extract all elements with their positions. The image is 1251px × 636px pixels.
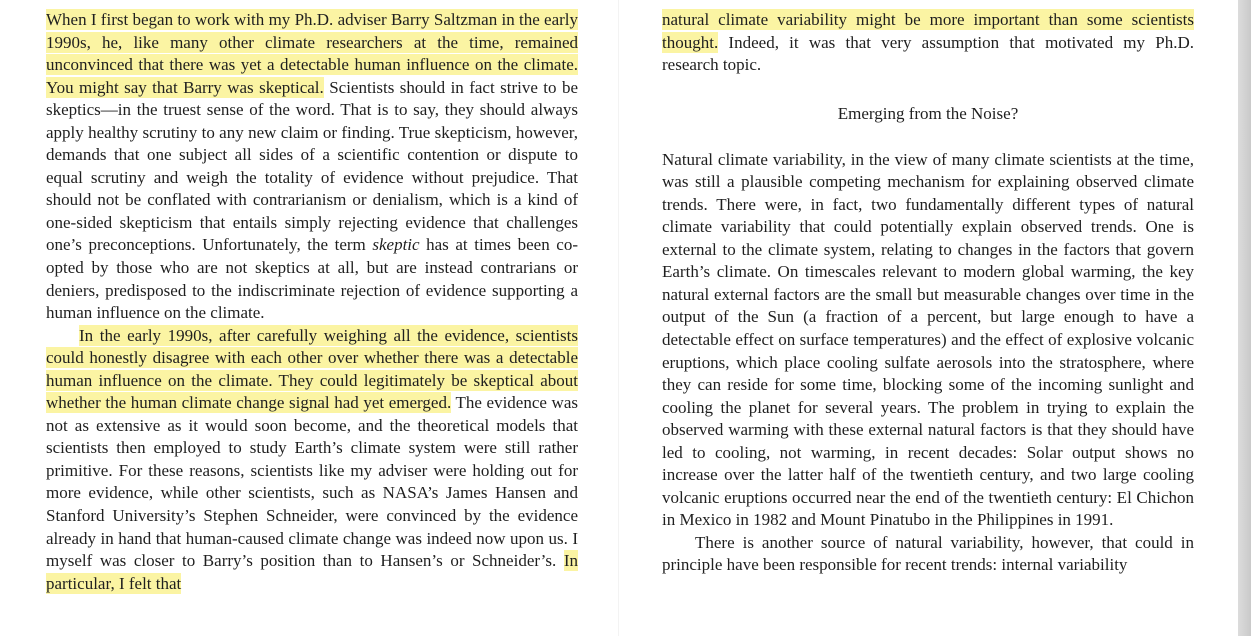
right-page	[662, 9, 1194, 577]
left-paragraph-1	[46, 9, 578, 325]
body-text: Indeed, it was that very assumption that motivated my Ph.D. research topic.	[662, 32, 1194, 75]
highlight[interactable]: When I first began to work with my Ph.D. adviser Barry Saltzman in the early 1990s, he, like many other climate researchers at the time, remained unconvinced that there was yet a detectable human influence on the climate. You might say that Barry was skeptical.	[46, 10, 578, 97]
section-heading: Emerging from the Noise?	[837, 103, 1019, 123]
body-text: has at times been co-opted by those who are not skeptics at all, but are instead contrarians or deniers, predisposed to the indiscriminate rejection of evidence supporting a human influence on the climate.	[46, 235, 578, 323]
page-gutter	[618, 0, 619, 636]
left-paragraph-2	[46, 325, 578, 596]
italic-term: skeptic	[372, 235, 420, 255]
window-edge	[1238, 0, 1251, 636]
right-paragraph-1	[662, 9, 1194, 77]
body-text: Scientists should in fact strive to be skeptics—in the truest sense of the word. That is to say, they should always apply healthy scrutiny to any new claim or finding. True skepticism, however, demands that one subject all sides of a scientific contention or dispute to equal scrutiny and weigh the totality of evidence without prejudice. That should not be conflated with contrarianism or denialism, which is a kind of one-sided skepticism that entails simply rejecting evidence that challenges one’s preconceptions. Unfortunately, the term	[46, 77, 578, 255]
highlight[interactable]: In the early 1990s, after carefully weighing all the evidence, scientists could honestly disagree with each other over whether there was a detectable human influence on the climate. They could legitimately be skeptical about whether the human climate change signal had yet emerged.	[46, 325, 578, 413]
right-paragraph-3: There is another source of natural variability, however, that could in principle have been responsible for recent trends: internal variability	[662, 532, 1194, 575]
highlight[interactable]: natural climate variability might be more important than some scientists thought.	[662, 10, 1194, 52]
right-paragraph-2: Natural climate variability, in the view of many climate scientists at the time, was still a plausible competing mechanism for explaining observed climate trends. There were, in fact, two fundamentally different types of natural climate variability that could potentially explain observed trends. One is external to the climate system, relating to changes in the factors that govern Earth’s climate. On timescales relevant to modern global warming, the key natural external factors are the small but measurable changes over time in the output of the Sun (a fraction of a percent, but large enough to have a detectable effect on surface temperatures) and the effect of explosive volcanic eruptions, which place cooling sulfate aerosols into the stratosphere, where they can reside for some time, blocking some of the incoming sunlight and cooling the planet for several years. The problem in trying to explain the observed warming with these external natural factors is that they should have led to cooling, not warming, in recent decades: Solar output shows no increase over the latter half of the twentieth century, and two large cooling volcanic eruptions occurred near the end of the twentieth century: El Chichon in Mexico in 1982 and Mount Pinatubo in the Philippines in 1991.	[662, 149, 1194, 530]
left-page	[46, 9, 578, 636]
highlight[interactable]: In particular, I felt that	[46, 551, 578, 593]
body-text: The evidence was not as extensive as it would soon become, and the theoretical models that scientists then employed to study Earth’s climate system were still rather primitive. For these reasons, scientists like my adviser were holding out for more evidence, while other scientists, such as NASA’s James Hansen and Stanford University’s Stephen Schneider, were convinced by the evidence already in hand that human-caused climate change was indeed now upon us. I myself was closer to Barry’s position than to Hansen’s or Schneider’s.	[46, 393, 578, 571]
